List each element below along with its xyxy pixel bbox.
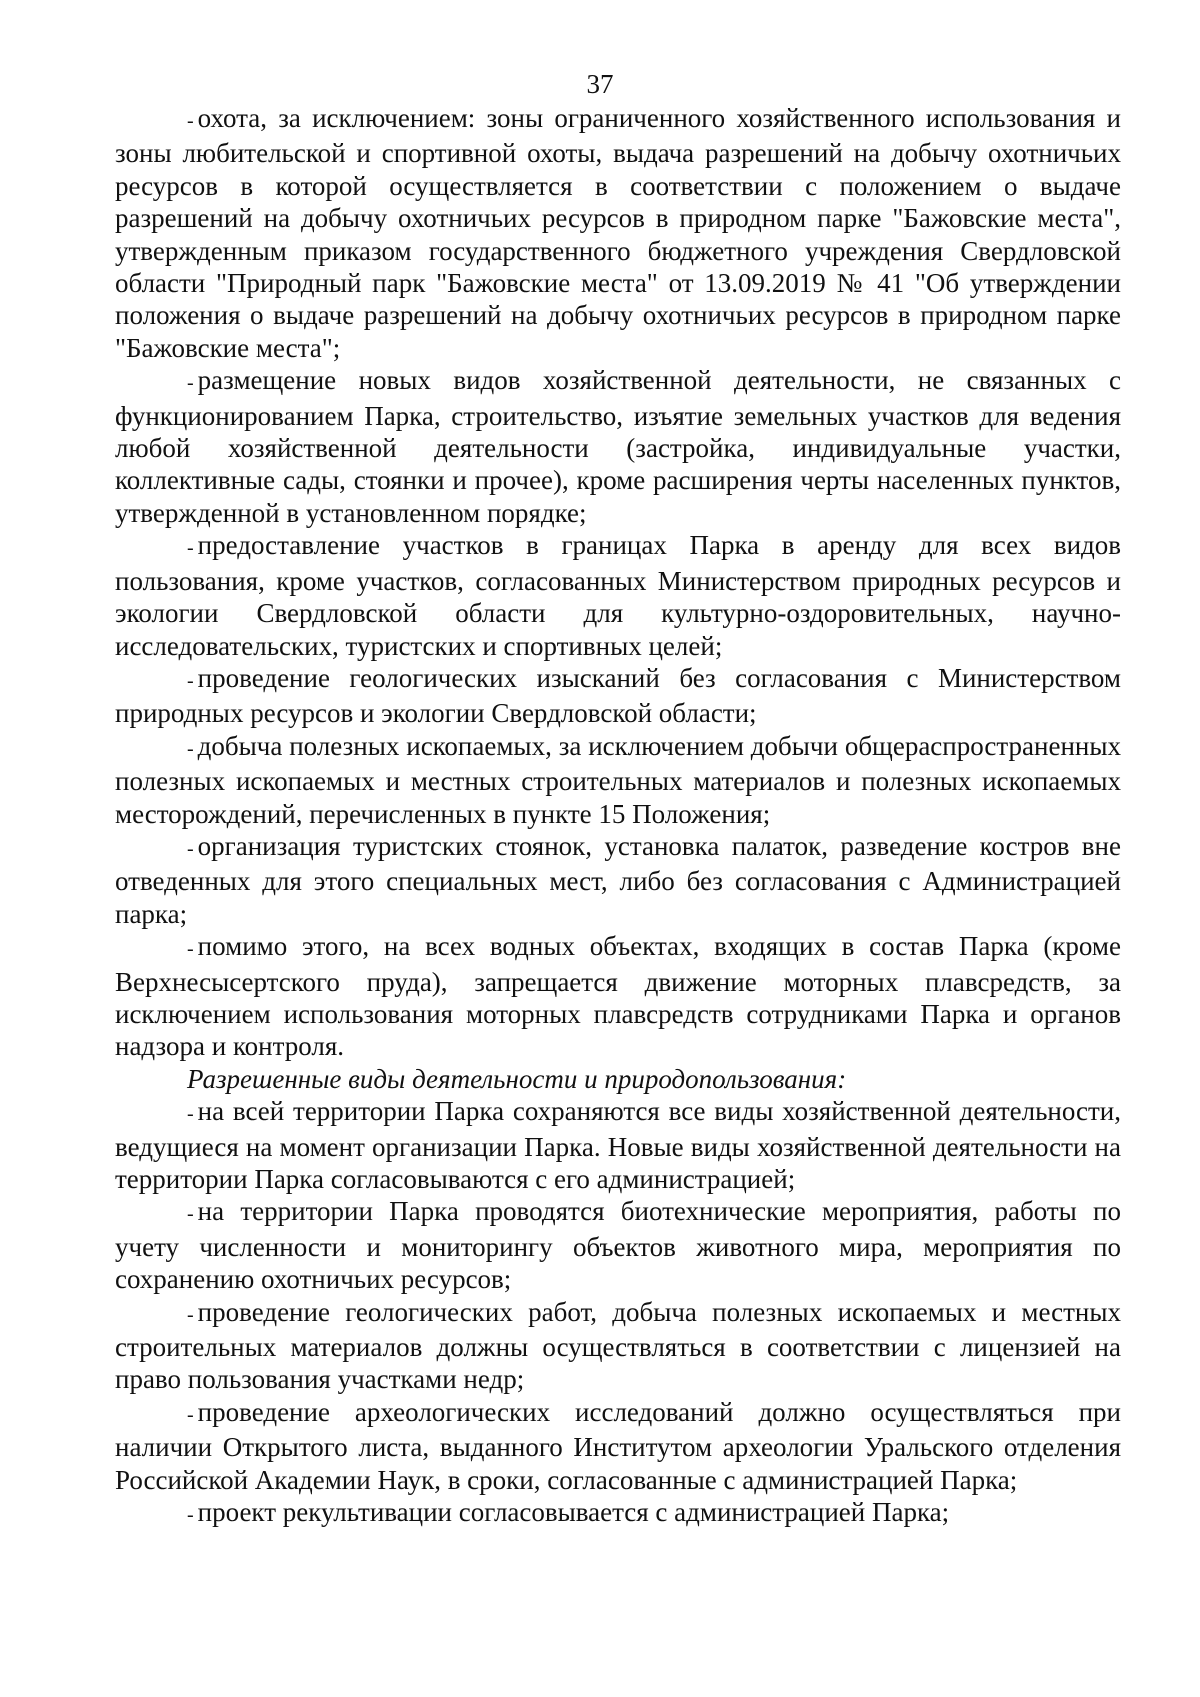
list-item	[115, 930, 1121, 1063]
bullet-dash: -	[187, 938, 194, 961]
list-item	[115, 1095, 1121, 1195]
bullet-dash: -	[187, 837, 194, 860]
list-item-text: добыча полезных ископаемых, за исключением добычи общераспространенных полезных ископаемых и местных строительных материалов и полезных ископаемых месторождений, перечисленных в пункте 15 Положения;	[115, 730, 1121, 829]
list-item-text: помимо этого, на всех водных объектах, входящих в состав Парка (кроме Верхнесысертского пруда), запрещается движение моторных плавсредств, за исключением использования моторных плавсредств сотрудниками Парка и органов надзора и контроля.	[115, 931, 1121, 1062]
list-item-text: проведение археологических исследований должно осуществляться при наличии Открытого листа, выданного Институтом археологии Уральского отделения Российской Академии Наук, в сроки, согласованные с администрацией Парка;	[115, 1396, 1121, 1495]
list-item	[115, 529, 1121, 662]
bullet-dash: -	[187, 110, 194, 132]
bullet-dash: -	[187, 1504, 194, 1527]
list-item-text: охота, за исключением: зоны ограниченного хозяйственного использования и зоны любительской и спортивной охоты, выдача разрешений на добычу охотничьих ресурсов в которой осуществляется в соответствии с положением о выдаче разрешений на добычу охотничьих ресурсов в природном парке "Бажовские места", утвержденным приказом государственного бюджетного учреждения Свердловской области "Природный парк "Бажовские места" от 13.09.2019 № 41 "Об утверждении положения о выдаче разрешений на добычу охотничьих ресурсов в природном парке "Бажовские места";	[115, 103, 1121, 363]
section-heading-allowed: Разрешенные виды деятельности и природопользования:	[187, 1063, 847, 1094]
list-item-text: размещение новых видов хозяйственной деятельности, не связанных с функционированием Парка, строительство, изъятие земельных участков для ведения любой хозяйственной деятельности (застройка, индивидуальные участки, коллективные сады, стоянки и прочее), кроме расширения черты населенных пунктов, утвержденной в установленном порядке;	[115, 365, 1121, 528]
bullet-dash: -	[187, 537, 194, 560]
list-item	[115, 364, 1121, 529]
list-item-text: проведение геологических изысканий без согласования с Министерством природных ресурсов и экологии Свердловской области;	[115, 662, 1121, 729]
list-item-text: на всей территории Парка сохраняются все виды хозяйственной деятельности, ведущиеся на момент организации Парка. Новые виды хозяйственной деятельности на территории Парка согласовываются с его администрацией;	[115, 1096, 1121, 1194]
bullet-dash: -	[187, 1203, 194, 1226]
list-item	[115, 1296, 1121, 1396]
bullet-dash: -	[187, 1103, 194, 1126]
bullet-dash: -	[187, 372, 194, 395]
bullet-dash: -	[187, 669, 194, 692]
bullet-dash: -	[187, 1403, 194, 1426]
list-item-text: предоставление участков в границах Парка в аренду для всех видов пользования, кроме участков, согласованных Министерством природных ресурсов и экологии Свердловской области для культурно-оздоровительных, научно-исследовательских, туристских и спортивных целей;	[115, 530, 1121, 661]
list-item-text: организация туристских стоянок, установка палаток, разведение костров вне отведенных для этого специальных мест, либо без согласования с Администрацией парка;	[115, 830, 1121, 929]
list-item	[115, 1496, 1121, 1531]
list-item	[115, 1396, 1121, 1496]
list-item	[115, 102, 1121, 364]
list-item-text: проведение геологических работ, добыча полезных ископаемых и местных строительных материалов должны осуществляться в соответствии с лицензией на право пользования участками недр;	[115, 1296, 1121, 1395]
bullet-dash: -	[187, 737, 194, 760]
list-item	[115, 662, 1121, 730]
list-item-text: проект рекультивации согласовывается с администрацией Парка;	[197, 1497, 950, 1528]
list-item-text: на территории Парка проводятся биотехнические мероприятия, работы по учету численности и мониторингу объектов животного мира, мероприятия по сохранению охотничьих ресурсов;	[115, 1196, 1121, 1295]
bullet-dash: -	[187, 1303, 194, 1326]
list-item	[115, 1195, 1121, 1295]
list-item	[115, 830, 1121, 930]
page-number: 37	[586, 69, 614, 99]
list-item	[115, 730, 1121, 830]
document-body	[115, 102, 1121, 1531]
